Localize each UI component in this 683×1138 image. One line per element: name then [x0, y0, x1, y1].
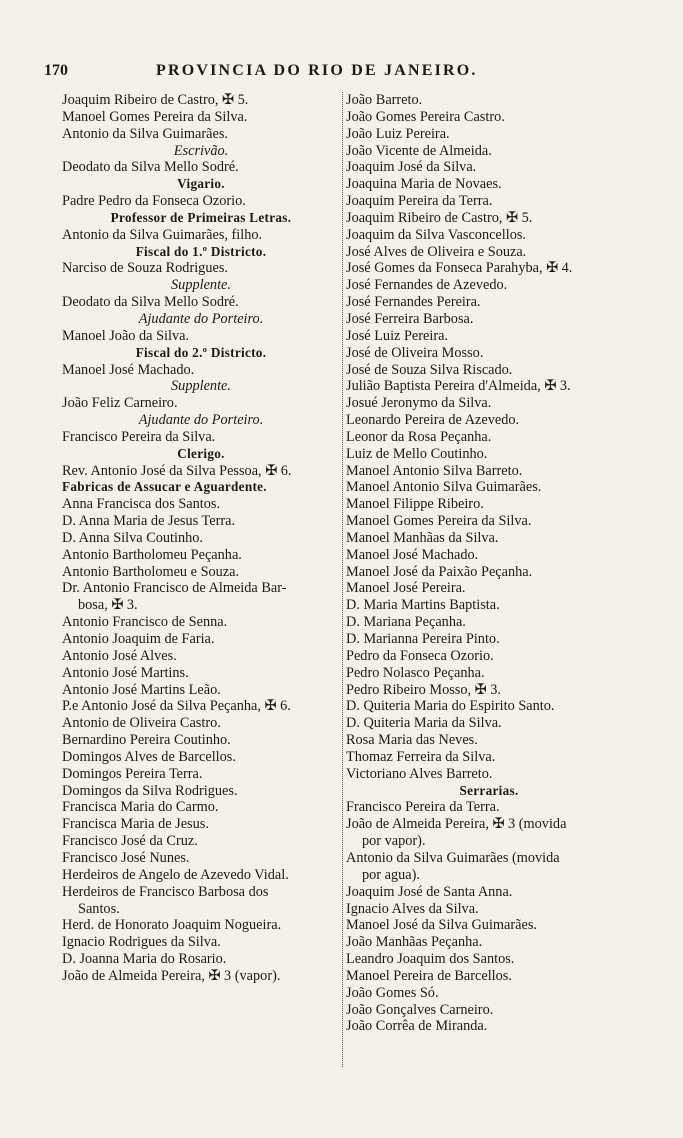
- entry-line: Antonio da Silva Guimarães (movida: [346, 849, 560, 866]
- entry-line: Leandro Joaquim dos Santos.: [346, 951, 515, 968]
- entry-line: Manoel José Machado.: [346, 546, 479, 563]
- entry-line: Pedro Nolasco Peçanha.: [346, 664, 485, 681]
- section-heading: Fiscal do 1.º Districto.: [135, 243, 267, 259]
- entry-line: José de Oliveira Mosso.: [346, 344, 484, 361]
- entry-line: Herdeiros de Angelo de Azevedo Vidal.: [62, 866, 289, 883]
- entry-line: Antonio de Oliveira Castro.: [62, 715, 221, 732]
- entry-line: José de Souza Silva Riscado.: [346, 361, 513, 378]
- entry-line: Deodato da Silva Mello Sodré.: [62, 294, 239, 311]
- entry-line: Joaquim José da Silva.: [346, 159, 477, 176]
- entry-line: Deodato da Silva Mello Sodré.: [62, 159, 239, 176]
- entry-line: Manoel Antonio Silva Guimarães.: [346, 479, 542, 496]
- entry-line: Francisco Pereira da Silva.: [62, 428, 216, 445]
- running-title: PROVINCIA DO RIO DE JANEIRO.: [156, 62, 478, 79]
- entry-line: José Luiz Pereira.: [346, 327, 449, 344]
- entry-line: D. Mariana Peçanha.: [346, 614, 466, 631]
- entry-line: João Luiz Pereira.: [346, 125, 450, 142]
- entry-line: Antonio José Alves.: [62, 647, 177, 664]
- entry-line: Manoel Antonio Silva Barreto.: [346, 462, 523, 479]
- entry-line: Manoel José Pereira.: [346, 580, 466, 597]
- entry-line: Josué Jeronymo da Silva.: [346, 395, 492, 412]
- entry-line: Manoel Gomes Pereira da Silva.: [346, 513, 532, 530]
- section-heading: Fiscal do 2.º Districto.: [135, 344, 267, 360]
- entry-line: Victoriano Alves Barreto.: [346, 765, 493, 782]
- entry-line: João Gonçalves Carneiro.: [346, 1001, 494, 1018]
- entry-line: Domingos Alves de Barcellos.: [62, 748, 236, 765]
- entry-line: João Gomes Só.: [346, 984, 439, 1001]
- entry-line: D. Anna Maria de Jesus Terra.: [62, 513, 236, 530]
- entry-line: por agua).: [362, 866, 420, 883]
- entry-line: Manoel José da Silva Guimarães.: [346, 917, 537, 934]
- entry-line: João Barreto.: [346, 92, 423, 108]
- entry-line: Domingos da Silva Rodrigues.: [62, 782, 238, 799]
- entry-line: Manoel Manhãas da Silva.: [346, 529, 499, 546]
- entry-line: Joaquim José de Santa Anna.: [346, 883, 513, 900]
- entry-line: Antonio Joaquim de Faria.: [62, 631, 215, 647]
- entry-line: Antonio Francisco de Senna.: [62, 614, 228, 631]
- entry-line: Antonio José Martins.: [62, 664, 189, 681]
- entry-line: Manoel José da Paixão Peçanha.: [346, 563, 533, 580]
- entry-line: João Gomes Pereira Castro.: [346, 108, 505, 125]
- entry-line: Bernardino Pereira Coutinho.: [62, 732, 231, 749]
- entry-line: Narciso de Souza Rodrigues.: [62, 260, 228, 277]
- entry-line: João Manhãas Peçanha.: [346, 934, 483, 951]
- entry-line: José Ferreira Barbosa.: [346, 310, 474, 327]
- entry-line: bosa, ✠ 3.: [78, 597, 138, 614]
- entry-line: D. Joanna Maria do Rosario.: [62, 951, 227, 968]
- entry-line: Joaquina Maria de Novaes.: [346, 176, 502, 193]
- entry-line: Joaquim da Silva Vasconcellos.: [346, 226, 527, 243]
- left-column: [62, 92, 340, 985]
- entry-line: Herd. de Honorato Joaquim Nogueira.: [62, 917, 282, 934]
- entry-line: José Fernandes Pereira.: [346, 294, 481, 311]
- page-header: [44, 62, 683, 84]
- entry-line: Antonio Bartholomeu e Souza.: [62, 563, 240, 580]
- right-column: [346, 92, 632, 1035]
- entry-line: Manoel Pereira de Barcellos.: [346, 967, 512, 984]
- entry-line: Pedro Ribeiro Mosso, ✠ 3.: [346, 681, 501, 698]
- section-heading: Escrivão.: [173, 142, 229, 159]
- entry-line: Leonardo Pereira de Azevedo.: [346, 412, 520, 429]
- entry-line: João de Almeida Pereira, ✠ 3 (vapor).: [62, 967, 281, 984]
- entry-line: D. Quiteria Maria da Silva.: [346, 715, 502, 732]
- entry-line: Francisca Maria de Jesus.: [62, 816, 209, 833]
- entry-line: Herdeiros de Francisco Barbosa dos: [62, 883, 269, 900]
- section-heading: Supplente.: [171, 378, 231, 395]
- entry-line: José Fernandes de Azevedo.: [346, 277, 508, 294]
- section-heading: Ajudante do Porteiro.: [138, 310, 264, 327]
- entry-line: Joaquim Ribeiro de Castro, ✠ 5.: [62, 92, 249, 108]
- column-divider: [342, 92, 343, 1067]
- entry-line: José Alves de Oliveira e Souza.: [346, 243, 527, 260]
- entry-line: Luiz de Mello Coutinho.: [346, 445, 488, 462]
- entry-line: Ignacio Alves da Silva.: [346, 900, 479, 917]
- entry-line: Francisco José Nunes.: [62, 849, 190, 866]
- section-heading: Serrarias.: [459, 782, 519, 798]
- entry-line: Rev. Antonio José da Silva Pessoa, ✠ 6.: [62, 462, 292, 479]
- entry-line: Francisco Pereira da Terra.: [346, 799, 500, 816]
- entry-line: Domingos Pereira Terra.: [62, 765, 203, 782]
- entry-line: por vapor).: [362, 833, 426, 850]
- entry-line: Ignacio Rodrigues da Silva.: [62, 934, 221, 951]
- entry-line: Antonio José Martins Leão.: [62, 681, 221, 698]
- section-heading: Fabricas de Assucar e Aguardente.: [62, 479, 267, 495]
- entry-line: Julião Baptista Pereira d'Almeida, ✠ 3.: [346, 378, 571, 395]
- entry-line: João Feliz Carneiro.: [62, 395, 178, 412]
- entry-line: Thomaz Ferreira da Silva.: [346, 748, 496, 765]
- entry-line: Leonor da Rosa Peçanha.: [346, 428, 492, 445]
- section-heading: Vigario.: [177, 176, 225, 192]
- entry-line: Santos.: [78, 900, 120, 917]
- entry-line: Manoel João da Silva.: [62, 327, 190, 344]
- page-number: 170: [44, 62, 68, 79]
- entry-line: Joaquim Ribeiro de Castro, ✠ 5.: [346, 209, 533, 226]
- entry-line: Anna Francisca dos Santos.: [62, 496, 221, 513]
- entry-line: João Corrêa de Miranda.: [346, 1018, 488, 1035]
- entry-line: D. Quiteria Maria do Espirito Santo.: [346, 698, 555, 715]
- entry-line: Antonio da Silva Guimarães.: [62, 125, 228, 142]
- entry-line: D. Marianna Pereira Pinto.: [346, 631, 500, 647]
- entry-line: Antonio Bartholomeu Peçanha.: [62, 546, 242, 563]
- entry-line: Francisca Maria do Carmo.: [62, 799, 219, 816]
- entry-line: Pedro da Fonseca Ozorio.: [346, 647, 494, 664]
- entry-line: Francisco José da Cruz.: [62, 833, 198, 850]
- entry-line: João de Almeida Pereira, ✠ 3 (movida: [346, 816, 567, 833]
- entry-line: Manoel José Machado.: [62, 361, 195, 378]
- entry-line: D. Anna Silva Coutinho.: [62, 529, 203, 546]
- entry-line: Antonio da Silva Guimarães, filho.: [62, 226, 263, 243]
- entry-line: Manoel Filippe Ribeiro.: [346, 496, 484, 513]
- section-heading: Supplente.: [171, 277, 231, 294]
- section-heading: Clerigo.: [177, 445, 225, 461]
- section-heading: Ajudante do Porteiro.: [138, 412, 264, 429]
- entry-line: Manoel Gomes Pereira da Silva.: [62, 108, 248, 125]
- entry-line: José Gomes da Fonseca Parahyba, ✠ 4.: [346, 260, 573, 277]
- entry-line: João Vicente de Almeida.: [346, 142, 492, 159]
- entry-line: Dr. Antonio Francisco de Almeida Bar-: [62, 580, 287, 597]
- entry-line: D. Maria Martins Baptista.: [346, 597, 500, 614]
- section-heading: Professor de Primeiras Letras.: [110, 209, 292, 225]
- entry-line: P.e Antonio José da Silva Peçanha, ✠ 6.: [62, 698, 291, 715]
- entry-line: Padre Pedro da Fonseca Ozorio.: [62, 193, 246, 210]
- entry-line: Rosa Maria das Neves.: [346, 732, 478, 749]
- entry-line: Joaquim Pereira da Terra.: [346, 193, 493, 210]
